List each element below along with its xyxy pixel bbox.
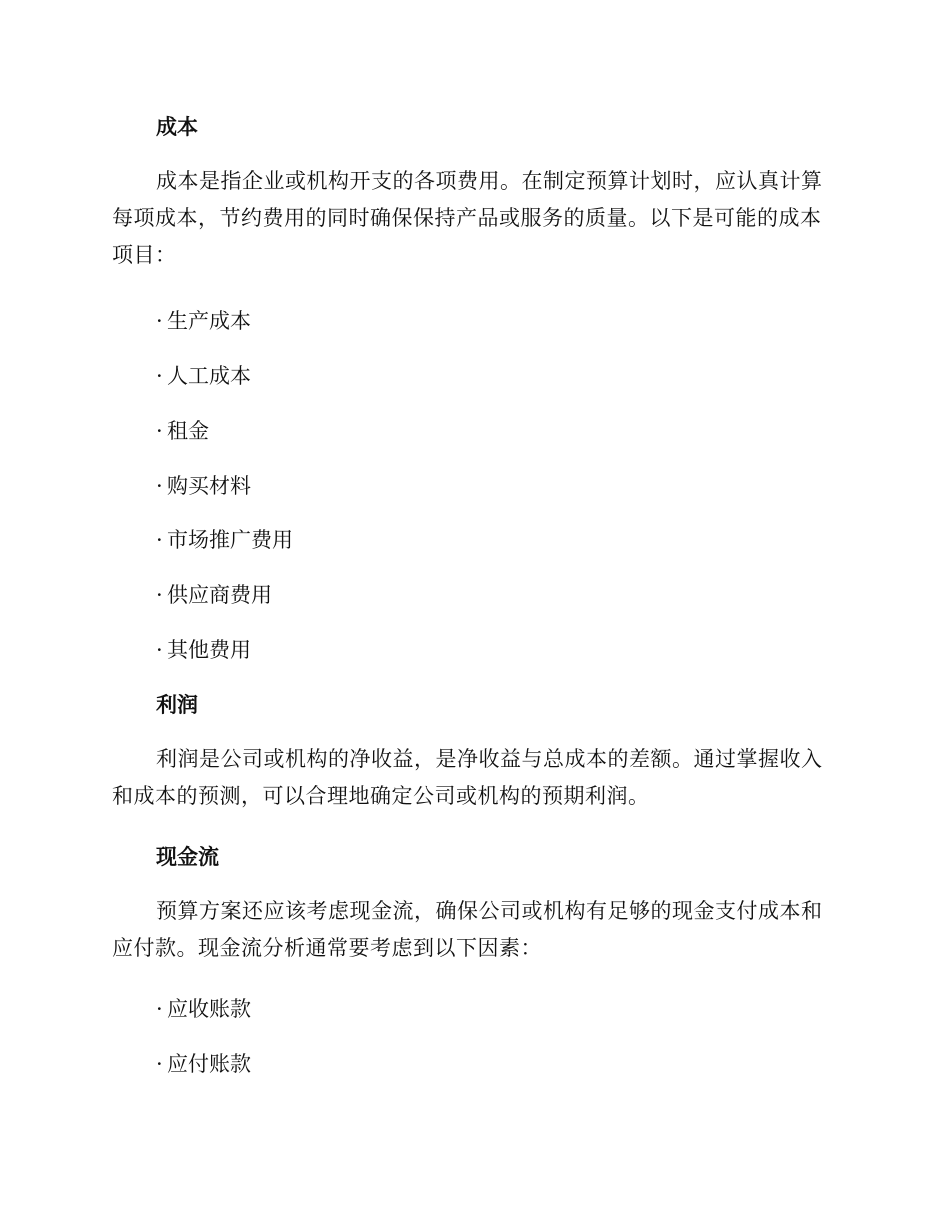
bullet-icon: · (156, 474, 163, 498)
section-paragraph-cost: 成本是指企业或机构开支的各项费用。在制定预算计划时，应认真计算每项成本，节约费用的同时确保保持产品或服务的质量。以下是可能的成本项目： (112, 169, 823, 267)
list-item: · 购买材料 (156, 471, 251, 501)
list-item: · 其他费用 (156, 635, 251, 665)
bullet-icon: · (156, 419, 163, 443)
bullet-icon: · (156, 309, 163, 333)
bullet-icon: · (156, 364, 163, 388)
list-item: · 生产成本 (156, 306, 251, 336)
section-heading-profit: 利润 (156, 693, 198, 717)
bullet-icon: · (156, 528, 163, 552)
section-paragraph-profit: 利润是公司或机构的净收益，是净收益与总成本的差额。通过掌握收入和成本的预测，可以合理地确定公司或机构的预期利润。 (112, 747, 823, 808)
list-item: · 市场推广费用 (156, 525, 293, 555)
list-item: · 应付账款 (156, 1049, 251, 1079)
list-item: · 人工成本 (156, 361, 251, 391)
bullet-icon: · (156, 583, 163, 607)
list-item: · 租金 (156, 416, 209, 446)
section-heading-cashflow: 现金流 (156, 845, 219, 869)
list-item: · 应收账款 (156, 994, 251, 1024)
list-item: · 供应商费用 (156, 580, 272, 610)
section-heading-cost: 成本 (156, 115, 198, 139)
bullet-icon: · (156, 638, 163, 662)
bullet-icon: · (156, 997, 163, 1021)
section-paragraph-cashflow: 预算方案还应该考虑现金流，确保公司或机构有足够的现金支付成本和应付款。现金流分析通常要考虑到以下因素： (112, 899, 823, 960)
bullet-icon: · (156, 1052, 163, 1076)
